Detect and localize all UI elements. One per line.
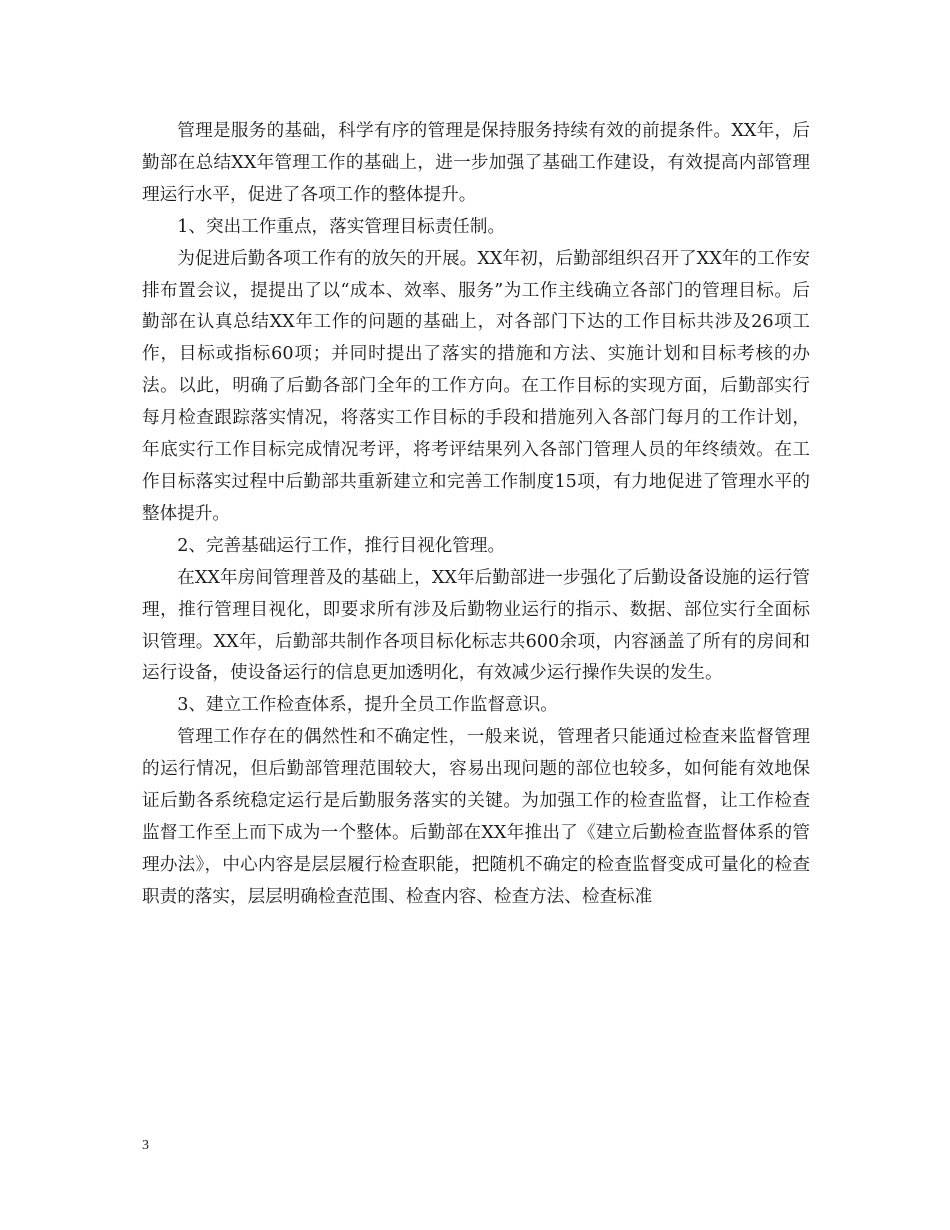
page-number: 3 (142, 1138, 149, 1153)
section-heading: 3、建立工作检查体系，提升全员工作监督意识。 (177, 695, 558, 716)
body-paragraph: 在XX年房间管理普及的基础上，XX年后勤部进一步强化了后勤设备设施的运行管理，推行管理目视化，即要求所有涉及后勤物业运行的指示、数据、部位实行全面标识管理。XX年，后勤部共制作各项目标化标志共600余项，内容涵盖了所有的房间和运行设备，使设备运行的信息更加透明化，有效减少运行操作失误的发生。 (142, 567, 810, 684)
section-heading: 2、完善基础运行工作，推行目视化管理。 (177, 535, 506, 556)
body-paragraph: 管理是服务的基础，科学有序的管理是保持服务持续有效的前提条件。XX年，后勤部在总结XX年管理工作的基础上，进一步加强了基础工作建设，有效提高内部管理理运行水平，促进了各项工作的整体提升。 (142, 121, 810, 205)
body-paragraph: 管理工作存在的偶然性和不确定性，一般来说，管理者只能通过检查来监督管理的运行情况，但后勤部管理范围较大，容易出现问题的部位也较多，如何能有效地保证后勤各系统稳定运行是后勤服务落实的关键。为加强工作的检查监督，让工作检查监督工作至上而下成为一个整体。后勤部在XX年推出了《建立后勤检查监督体系的管理办法》，中心内容是层层履行检查职能，把随机不确定的检查监督变成可量化的检查职责的落实，层层明确检查范围、检查内容、检查方法、检查标准 (142, 727, 810, 907)
body-paragraph: 为促进后勤各项工作有的放矢的开展。XX年初，后勤部组织召开了XX年的工作安排布置会议，提提出了以“成本、效率、服务”为工作主线确立各部门的管理目标。后勤部在认真总结XX年工作的问题的基础上，对各部门下达的工作目标共涉及26项工作，目标或指标60项；并同时提出了落实的措施和方法、实施计划和目标考核的办法。以此，明确了后勤各部门全年的工作方向。在工作目标的实现方面，后勤部实行每月检查跟踪落实情况，将落实工作目标的手段和措施列入各部门每月的工作计划，年底实行工作目标完成情况考评，将考评结果列入各部门管理人员的年终绩效。在工作目标落实过程中后勤部共重新建立和完善工作制度15项，有力地促进了管理水平的整体提升。 (142, 248, 810, 524)
section-heading: 1、突出工作重点，落实管理目标责任制。 (177, 216, 506, 237)
document-body (142, 116, 810, 914)
